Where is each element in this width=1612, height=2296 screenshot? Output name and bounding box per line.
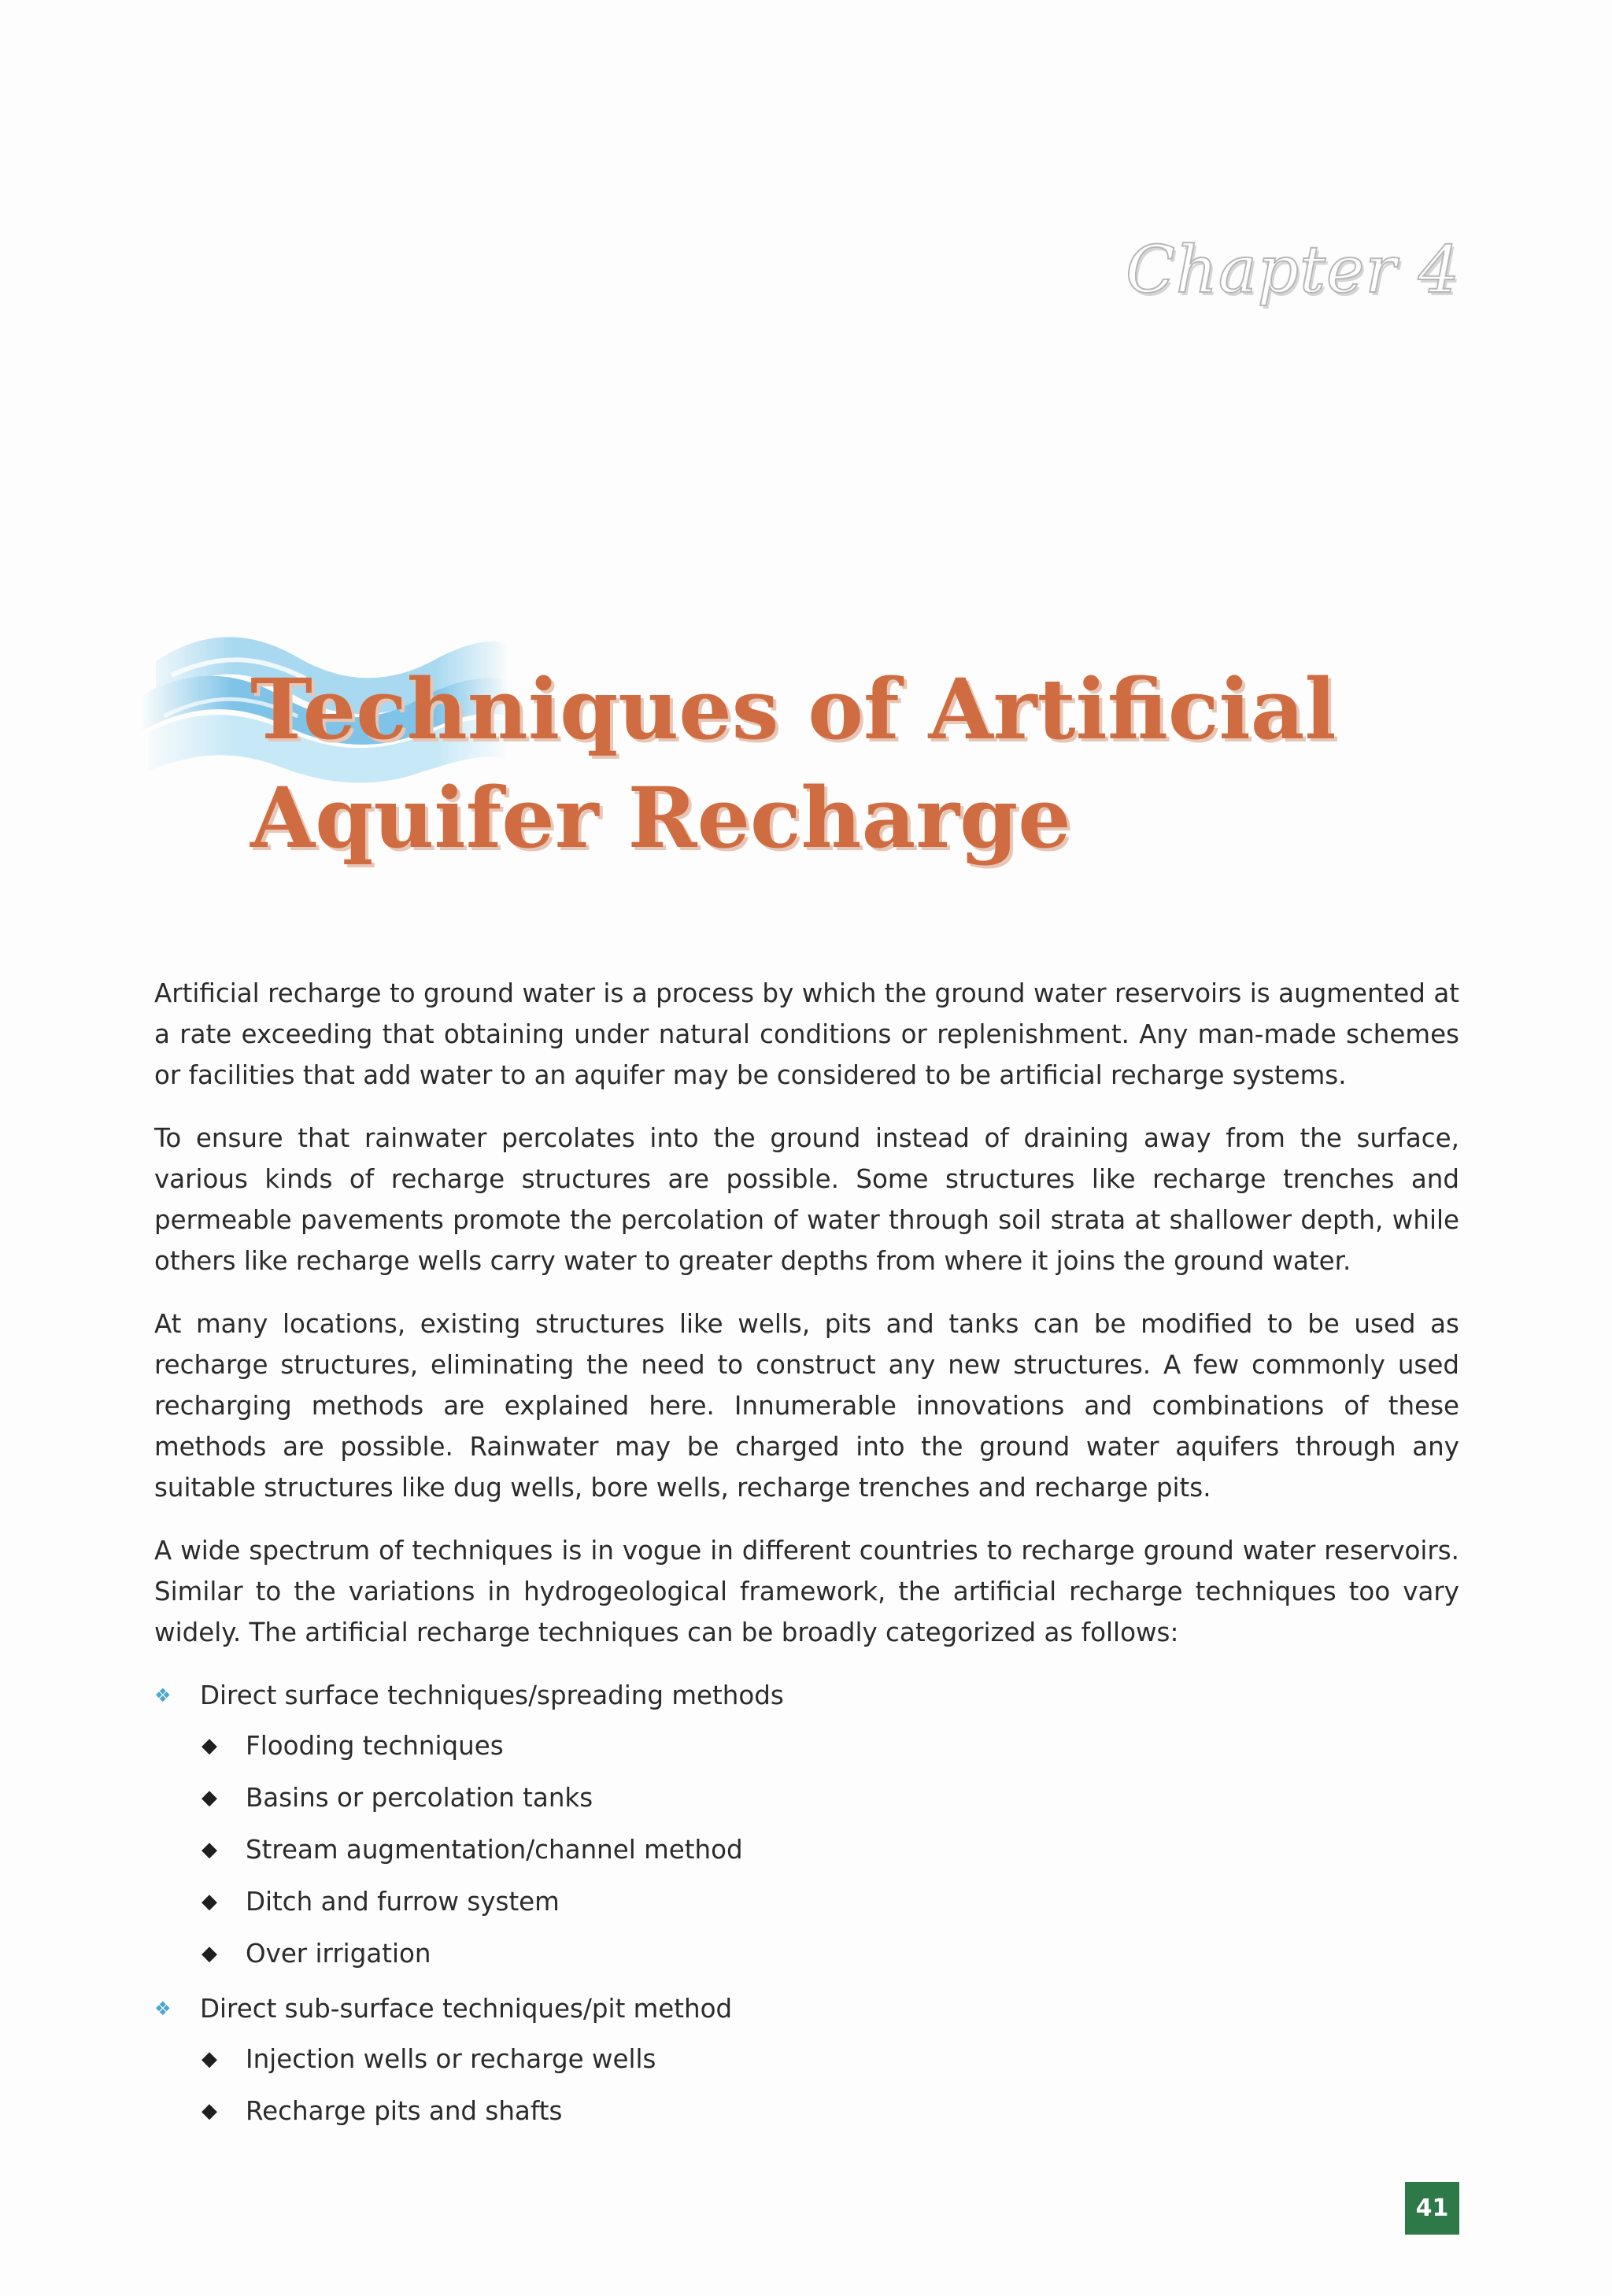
diamond-cluster-bullet-icon: ❖ <box>154 1998 172 2020</box>
list-item: ◆ Over irrigation <box>200 1933 1459 1974</box>
category-item <box>154 1988 1459 2131</box>
category-label: Direct sub-surface techniques/pit method <box>200 1994 733 2024</box>
paragraph: A wide spectrum of techniques is in vogue in different countries to recharge ground water reservoirs. Similar to the variations in hydrogeological framework, the artificial recharge techniques too vary widely. The artificial recharge techniques can be broadly categorized as follows: <box>154 1536 1459 1647</box>
sub-techniques-list <box>200 2039 1459 2131</box>
diamond-bullet-icon: ◆ <box>202 1734 217 1758</box>
chapter-title-line-2: Aquifer Recharge <box>250 768 1071 867</box>
diamond-bullet-icon: ◆ <box>202 1786 217 1810</box>
list-item: ◆ Injection wells or recharge wells <box>200 2039 1459 2080</box>
diamond-bullet-icon: ◆ <box>202 1942 217 1965</box>
chapter-label: Chapter 4 <box>1126 233 1460 308</box>
paragraph: At many locations, existing structures like wells, pits and tanks can be modified to be used as recharge structures, eliminating the need to construct any new structures. A few commonly used recharging methods are explained here. Innumerable innovations and combinations of these methods are possible. Rainwater may be charged into the ground water aquifers through any suitable structures like dug wells, bore wells, recharge trenches and recharge pits. <box>154 1309 1459 1503</box>
category-item <box>154 1675 1459 1974</box>
paragraph: Artificial recharge to ground water is a process by which the ground water reservoirs is augmented at a rate exceeding that obtaining under natural conditions or replenishment. Any man-made schemes or facilities that add water to an aquifer may be considered to be artificial recharge systems. <box>154 978 1459 1090</box>
category-label: Direct surface techniques/spreading methods <box>200 1680 784 1710</box>
diamond-bullet-icon: ◆ <box>202 2099 217 2123</box>
diamond-cluster-bullet-icon: ❖ <box>154 1684 172 1706</box>
chapter-title-line-1: Techniques of Artificial <box>250 660 1337 758</box>
list-item: ◆ Ditch and furrow system <box>200 1881 1459 1922</box>
list-item: ◆ Recharge pits and shafts <box>200 2091 1459 2131</box>
list-item: ◆ Flooding techniques <box>200 1725 1459 1766</box>
diamond-bullet-icon: ◆ <box>202 1890 217 1913</box>
techniques-list <box>154 1675 1459 2131</box>
sub-techniques-list <box>200 1725 1459 1974</box>
chapter-title <box>250 655 1337 872</box>
list-item: ◆ Basins or percolation tanks <box>200 1777 1459 1818</box>
paragraph: To ensure that rainwater percolates into the ground instead of draining away from the surface, various kinds of recharge structures are possible. Some structures like recharge trenches and permeable pavements promote the percolation of water through soil strata at shallower depth, while others like recharge wells carry water to greater depths from where it joins the ground water. <box>154 1123 1459 1276</box>
body-text <box>154 973 1459 2146</box>
page-number-badge: 41 <box>1405 2182 1459 2235</box>
diamond-bullet-icon: ◆ <box>202 2047 217 2071</box>
diamond-bullet-icon: ◆ <box>202 1838 217 1862</box>
list-item: ◆ Stream augmentation/channel method <box>200 1829 1459 1870</box>
